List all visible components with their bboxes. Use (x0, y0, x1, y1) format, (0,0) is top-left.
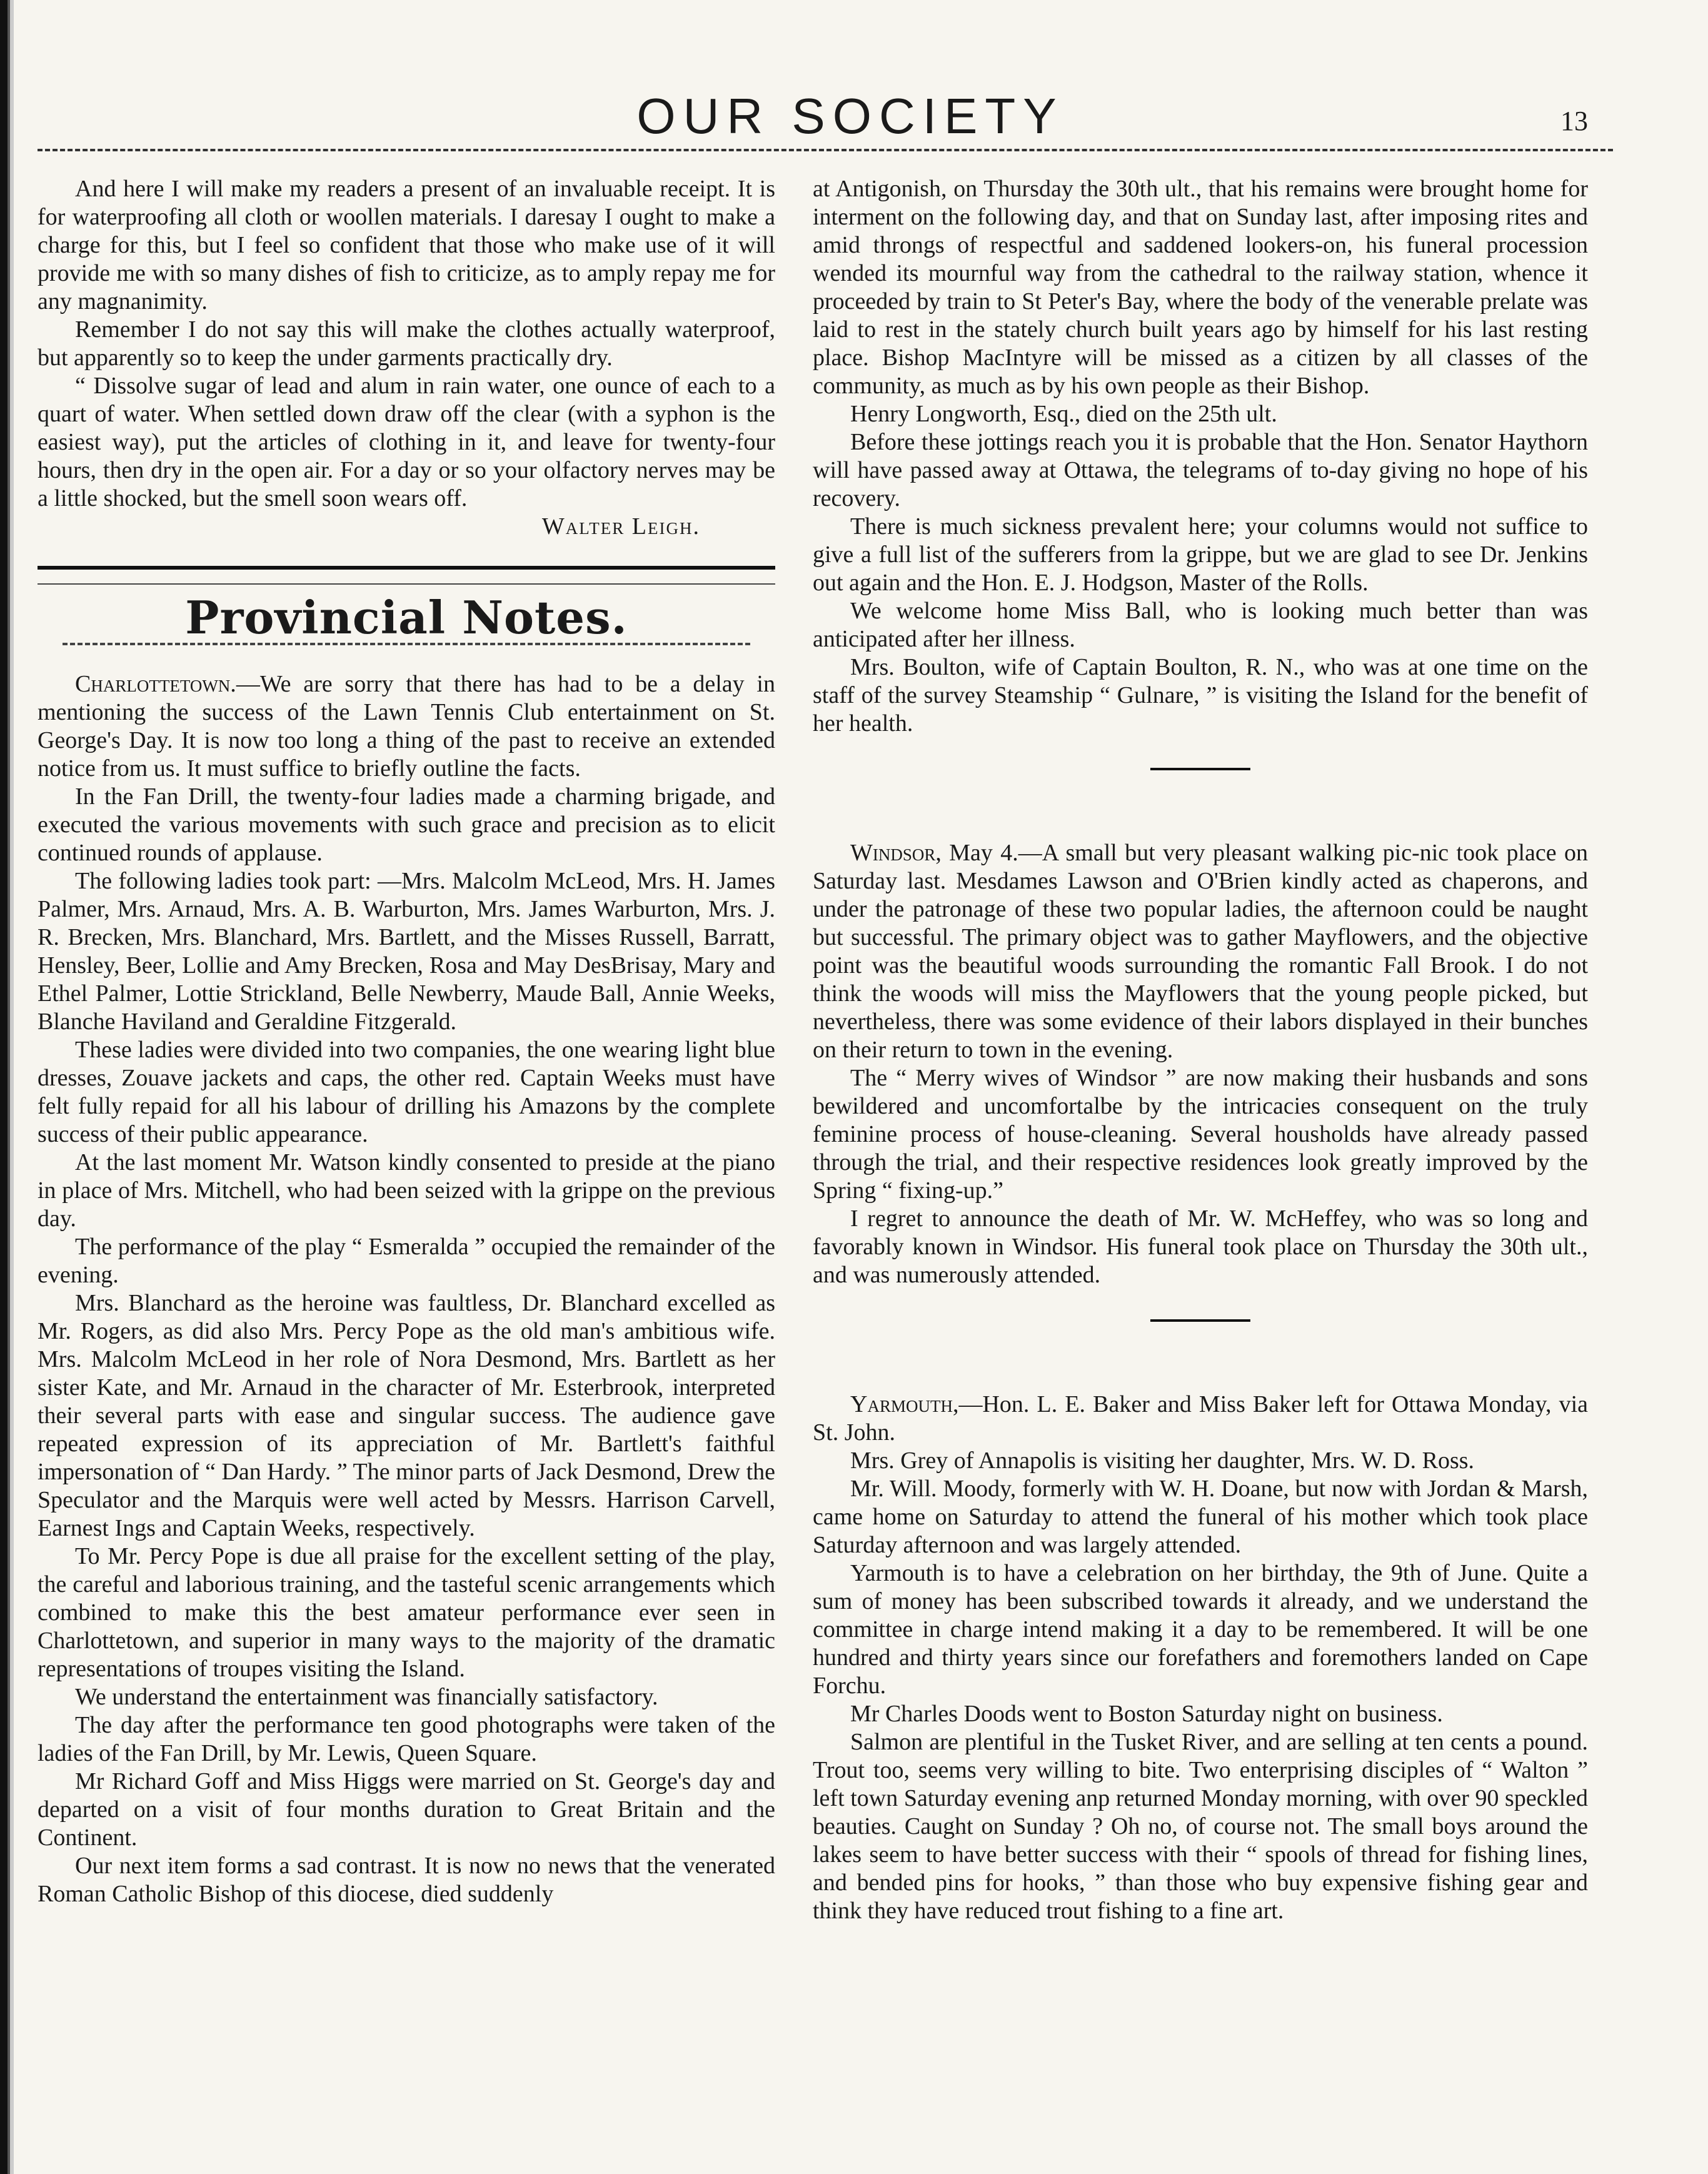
paragraph (813, 839, 1588, 1064)
paragraph: Yarmouth is to have a celebration on her birthday, the 9th of June. Quite a sum of money has been subscribed towards it already, and we understand the committee in charge intend making it a day to be remembered. It will be one hundred and thirty years since our forefathers and foremothers landed on Cape Forchu. (813, 1560, 1588, 1699)
paragraph: Mr. Will. Moody, formerly with W. H. Doane, but now with Jordan & Marsh, came home on Saturday to attend the funeral of his mother which took place Saturday afternoon and was largely attended. (813, 1476, 1588, 1558)
paragraph: Mrs. Boulton, wife of Captain Boulton, R. N., who was at one time on the staff of the survey Steamship “ Gulnare, ” is visiting the Island for the benefit of her health. (813, 654, 1588, 737)
paragraph: We understand the entertainment was financially satisfactory. (75, 1684, 658, 1710)
item-separator-rule (1150, 1319, 1250, 1322)
paragraph (813, 1391, 1588, 1447)
paragraph: “ Dissolve sugar of lead and alum in rain water, one ounce of each to a quart of water. When settled down draw off the clear (with a syphon is the easiest way), put the articles of clothing in it, and leave for twenty-four hours, then dry in the open air. For a day or so your olfactory nerves may be a little shocked, but the smell soon wears off. (38, 373, 775, 511)
paragraph: In the Fan Drill, the twenty-four ladies made a charming brigade, and executed the various movements with such grace and precision as to elicit continued rounds of applause. (38, 783, 775, 866)
header-rule (38, 149, 1613, 151)
paragraph: Our next item forms a sad contrast. It is now no news that the venerated Roman Catholic Bishop of this diocese, died suddenly (38, 1853, 775, 1907)
paragraph: Remember I do not say this will make the clothes actually waterproof, but apparently so to keep the under garments practically dry. (38, 316, 775, 371)
paragraph: The “ Merry wives of Windsor ” are now making their husbands and sons bewildered and uncomfortalbe by the intricacies consequent on the truly feminine process of house-cleaning. Several housholds have already passed through the trial, and their respective residences look greatly improved by the Spring “ fixing-up.” (813, 1065, 1588, 1204)
left-column (38, 175, 775, 2113)
paragraph: Mr Charles Doods went to Boston Saturday night on business. (850, 1701, 1443, 1727)
paragraph: To Mr. Percy Pope is due all praise for the excellent setting of the play, the careful and laborious training, and the tasteful scenic arrangements which combined to make this the best amateur performance ever seen in Charlottetown, and superior in many ways to the majority of the dramatic representations of troupes visiting the Island. (38, 1543, 775, 1682)
section-title: Provincial Notes. (185, 591, 628, 644)
paragraph: at Antigonish, on Thursday the 30th ult., that his remains were brought home for interment on the following day, and that on Sunday last, after imposing rites and amid throngs of respectful and saddened lookers-on, his funeral procession wended its mournful way from the cathedral to the railway station, whence it proceeded by train to St Peter's Bay, where the body of the venerable prelate was laid to rest in the stately church built years ago by himself for his last resting place. Bishop MacIntyre will be missed as a citizen by all classes of the community, as much as by his own people as their Bishop. (813, 176, 1588, 399)
paragraph-text: May 4.—A small but very pleasant walking pic-nic took place on Saturday last. Mesdames Lawson and O'Brien kindly acted as chaperons, and under the patronage of these two popular ladies, the afternoon could be naught but successful. The primary object was to gather Mayflowers, and the objective point was the beautiful woods surrounding the romantic Fall Brook. I do not think the woods will miss the Mayflowers that the young people picked, but nevertheless, there was some evidence of their labors displayed in their bunches on their return to town in the evening. (813, 840, 1588, 1063)
signature-line (38, 513, 775, 541)
dateline-yarmouth: Yarmouth, (850, 1391, 959, 1417)
paragraph: And here I will make my readers a present of an invaluable receipt. It is for waterproofing all cloth or woollen materials. I daresay I ought to make a charge for this, but I feel so confident that those who make use of it will provide me with so many dishes of fish to criticize, as to amply repay me for any magnanimity. (38, 176, 775, 315)
paragraph: Before these jottings reach you it is probable that the Hon. Senator Haythorn will have passed away at Ottawa, the telegrams of to-day giving no hope of his recovery. (813, 429, 1588, 511)
paragraph: I regret to announce the death of Mr. W. McHeffey, who was so long and favorably known in Windsor. His funeral took place on Thursday the 30th ult., and was numerously attended. (813, 1205, 1588, 1288)
paragraph: The following ladies took part: —Mrs. Malcolm McLeod, Mrs. H. James Palmer, Mrs. Arnaud, Mrs. A. B. Warburton, Mrs. James Warburton, Mrs. J. R. Brecken, Mrs. Blanchard, Mrs. Bartlett, and the Misses Russell, Barratt, Hensley, Beer, Lollie and Amy Brecken, Rosa and May DesBrisay, Mary and Ethel Palmer, Lottie Strickland, Belle Newberry, Maude Ball, Annie Weeks, Blanche Haviland and Geraldine Fitzgerald. (38, 868, 775, 1035)
paragraph: Mr Richard Goff and Miss Higgs were married on St. George's day and departed on a visit of four months duration to Great Britain and the Continent. (38, 1768, 775, 1851)
item-separator-rule (1150, 768, 1250, 770)
paragraph: Mrs. Grey of Annapolis is visiting her daughter, Mrs. W. D. Ross. (850, 1447, 1475, 1474)
paragraph: Henry Longworth, Esq., died on the 25th ult. (850, 401, 1277, 427)
paragraph: There is much sickness prevalent here; your columns would not suffice to give a full list of the sufferers from la grippe, but we are glad to see Dr. Jenkins out again and the Hon. E. J. Hodgson, Master of the Rolls. (813, 513, 1588, 596)
page-number: 13 (1560, 106, 1588, 136)
section-rule-light (38, 583, 775, 585)
paragraph: The day after the performance ten good photographs were taken of the ladies of the Fan Drill, by Mr. Lewis, Queen Square. (38, 1712, 775, 1766)
dateline-windsor: Windsor, (850, 840, 942, 866)
paragraph: Mrs. Blanchard as the heroine was faultless, Dr. Blanchard excelled as Mr. Rogers, as did also Mrs. Percy Pope as the old man's ambitious wife. Mrs. Malcolm McLeod in her role of Nora Desmond, Mrs. Bartlett as her sister Kate, and Mr. Arnaud in the character of Mr. Esterbrook, interpreted their several parts with ease and singular success. The audience gave repeated expression of its appreciation of Mr. Bartlett's faithful impersonation of “ Dan Hardy. ” The minor parts of Jack Desmond, Drew the Speculator and the Marquis were well acted by Messrs. Harrison Carvell, Earnest Ings and Captain Weeks, respectively. (38, 1290, 775, 1541)
page-header (38, 75, 1663, 150)
page-binding-edge (0, 0, 19, 2174)
paragraph (38, 670, 775, 783)
paragraph-text: —We are sorry that there has had to be a delay in mentioning the success of the Lawn Tennis Club entertainment on St. George's Day. It is now too long a thing of the past to receive an extended notice from us. It must suffice to briefly outline the facts. (38, 671, 775, 782)
paragraph: We welcome home Miss Ball, who is looking much better than was anticipated after her illness. (813, 598, 1588, 652)
author-signature: Walter Leigh. (541, 513, 700, 540)
paragraph: The performance of the play “ Esmeralda ” occupied the remainder of the evening. (38, 1234, 775, 1288)
paragraph: These ladies were divided into two companies, the one wearing light blue dresses, Zouave jackets and caps, the other red. Captain Weeks must have felt fully repaid for all his labour of drilling his Amazons by the complete success of their public appearance. (38, 1037, 775, 1147)
paragraph: Salmon are plentiful in the Tusket River, and are selling at ten cents a pound. Trout too, seems very willing to bite. Two enterprising disciples of “ Walton ” left town Saturday evening anp returned Monday morning, with over 90 speckled beauties. Caught on Sunday ? Oh no, of course not. The small boys around the lakes seem to have better success with their “ spools of thread for fishing lines, and bended pins for hooks, ” than those who buy expensive fishing gear and think they have reduced trout fishing to a fine art. (813, 1729, 1588, 1924)
section-rule-heavy (38, 566, 775, 570)
dateline-charlottetown: Charlottetown. (75, 671, 236, 697)
paragraph: At the last moment Mr. Watson kindly consented to preside at the piano in place of Mrs. Mitchell, who had been seized with la grippe on the previous day. (38, 1149, 775, 1232)
paragraph-text: —Hon. L. E. Baker and Miss Baker left for Ottawa Monday, via St. John. (813, 1391, 1588, 1446)
right-column (813, 175, 1588, 2113)
masthead-title: OUR SOCIETY (636, 88, 1064, 144)
